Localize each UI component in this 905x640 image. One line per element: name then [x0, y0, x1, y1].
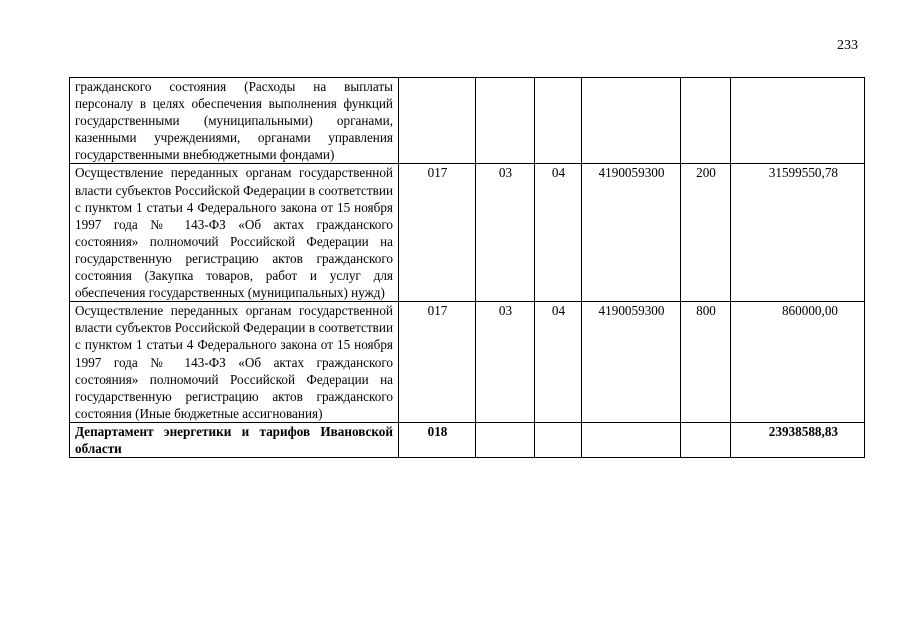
- expense-type-cell: [681, 422, 731, 457]
- expense-type-cell: [681, 78, 731, 164]
- admin-code-cell: 017: [399, 164, 476, 302]
- target-article-cell: 4190059300: [582, 164, 681, 302]
- row-description: гражданского состояния (Расходы на выплаты персоналу в целях обеспечения выполнения функций государственными (муниципальными) органами, казенными учреждениями, органами управления государственными внебюджетными фондами): [70, 78, 399, 164]
- target-article-cell: [582, 422, 681, 457]
- budget-table: [69, 77, 865, 458]
- table-row-department-total: [70, 422, 865, 457]
- page-number: 233: [837, 38, 858, 53]
- admin-code-cell: 017: [399, 302, 476, 423]
- amount-cell: [731, 78, 865, 164]
- expense-type-cell: 200: [681, 164, 731, 302]
- section-code-cell: 03: [476, 302, 535, 423]
- amount-cell: 31599550,78: [731, 164, 865, 302]
- row-description: Осуществление переданных органам государственной власти субъектов Российской Федерации в соответствии с пунктом 1 статьи 4 Федерального закона от 15 ноября 1997 года № 143-ФЗ «Об актах гражданского состояния» полномочий Российской Федерации на государственную регистрацию актов гражданского состояния (Иные бюджетные ассигнования): [70, 302, 399, 423]
- expense-type-cell: 800: [681, 302, 731, 423]
- table-row: [70, 164, 865, 302]
- section-code-cell: [476, 422, 535, 457]
- section-code-cell: [476, 78, 535, 164]
- department-name: Департамент энергетики и тарифов Ивановской области: [70, 422, 399, 457]
- subsection-code-cell: [535, 78, 582, 164]
- amount-cell: 860000,00: [731, 302, 865, 423]
- subsection-code-cell: 04: [535, 302, 582, 423]
- target-article-cell: 4190059300: [582, 302, 681, 423]
- subsection-code-cell: 04: [535, 164, 582, 302]
- target-article-cell: [582, 78, 681, 164]
- admin-code-cell: 018: [399, 422, 476, 457]
- department-total-amount: 23938588,83: [731, 422, 865, 457]
- row-description: Осуществление переданных органам государственной власти субъектов Российской Федерации в соответствии с пунктом 1 статьи 4 Федерального закона от 15 ноября 1997 года № 143-ФЗ «Об актах гражданского состояния» полномочий Российской Федерации на государственную регистрацию актов гражданского состояния (Закупка товаров, работ и услуг для обеспечения государственных (муниципальных) нужд): [70, 164, 399, 302]
- budget-table-body: [70, 78, 865, 458]
- table-row: [70, 78, 865, 164]
- admin-code-cell: [399, 78, 476, 164]
- subsection-code-cell: [535, 422, 582, 457]
- table-row: [70, 302, 865, 423]
- section-code-cell: 03: [476, 164, 535, 302]
